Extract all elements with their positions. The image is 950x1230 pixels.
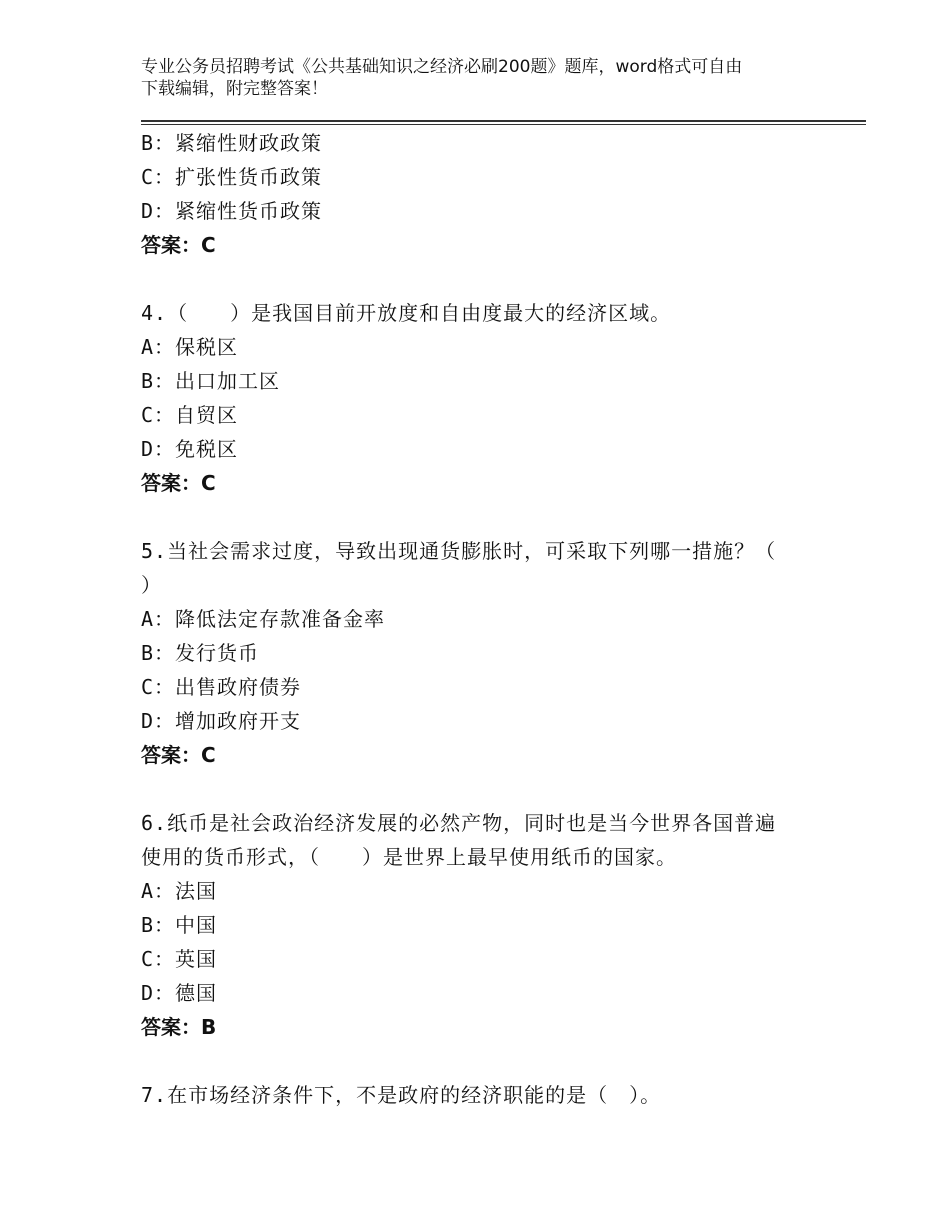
question-6 — [141, 806, 831, 1044]
header-line-2: 下载编辑，附完整答案！ — [141, 79, 328, 99]
option-b: B：紧缩性财政政策 — [141, 131, 323, 155]
document-header — [141, 56, 821, 100]
option-b: B：中国 — [141, 913, 218, 937]
question-3 — [141, 126, 831, 262]
option-c: C：扩张性货币政策 — [141, 165, 323, 189]
option-a: A：保税区 — [141, 335, 239, 359]
question-4 — [141, 296, 831, 500]
option-d: D：增加政府开支 — [141, 709, 302, 733]
answer: 答案：C — [141, 471, 216, 495]
option-c: C：自贸区 — [141, 403, 239, 427]
option-a: A：法国 — [141, 879, 218, 903]
question-list — [141, 126, 831, 1112]
question-text-line-1: 6.纸币是社会政治经济发展的必然产物，同时也是当今世界各国普遍 — [141, 811, 777, 835]
answer: 答案：C — [141, 233, 216, 257]
question-text-line-2: ） — [141, 573, 162, 597]
option-d: D：免税区 — [141, 437, 239, 461]
question-text-line-1: 5.当社会需求过度，导致出现通货膨胀时，可采取下列哪一措施？（ — [141, 539, 777, 563]
option-d: D：紧缩性货币政策 — [141, 199, 323, 223]
option-c: C：英国 — [141, 947, 218, 971]
question-text-line-2: 使用的货币形式，（ ）是世界上最早使用纸币的国家。 — [141, 845, 677, 869]
header-rule-thin — [141, 124, 866, 125]
option-c: C：出售政府债券 — [141, 675, 302, 699]
option-b: B：发行货币 — [141, 641, 260, 665]
question-text: 4.（ ）是我国目前开放度和自由度最大的经济区域。 — [141, 301, 672, 325]
question-text: 7.在市场经济条件下，不是政府的经济职能的是（ ）。 — [141, 1083, 662, 1107]
option-a: A：降低法定存款准备金率 — [141, 607, 386, 631]
option-d: D：德国 — [141, 981, 218, 1005]
answer: 答案：C — [141, 743, 216, 767]
question-7 — [141, 1078, 831, 1112]
header-rule-thick — [141, 120, 866, 122]
header-line-1: 专业公务员招聘考试《公共基础知识之经济必刷200题》题库，word格式可自由 — [141, 57, 743, 77]
answer: 答案：B — [141, 1015, 217, 1039]
option-b: B：出口加工区 — [141, 369, 281, 393]
question-5 — [141, 534, 831, 772]
